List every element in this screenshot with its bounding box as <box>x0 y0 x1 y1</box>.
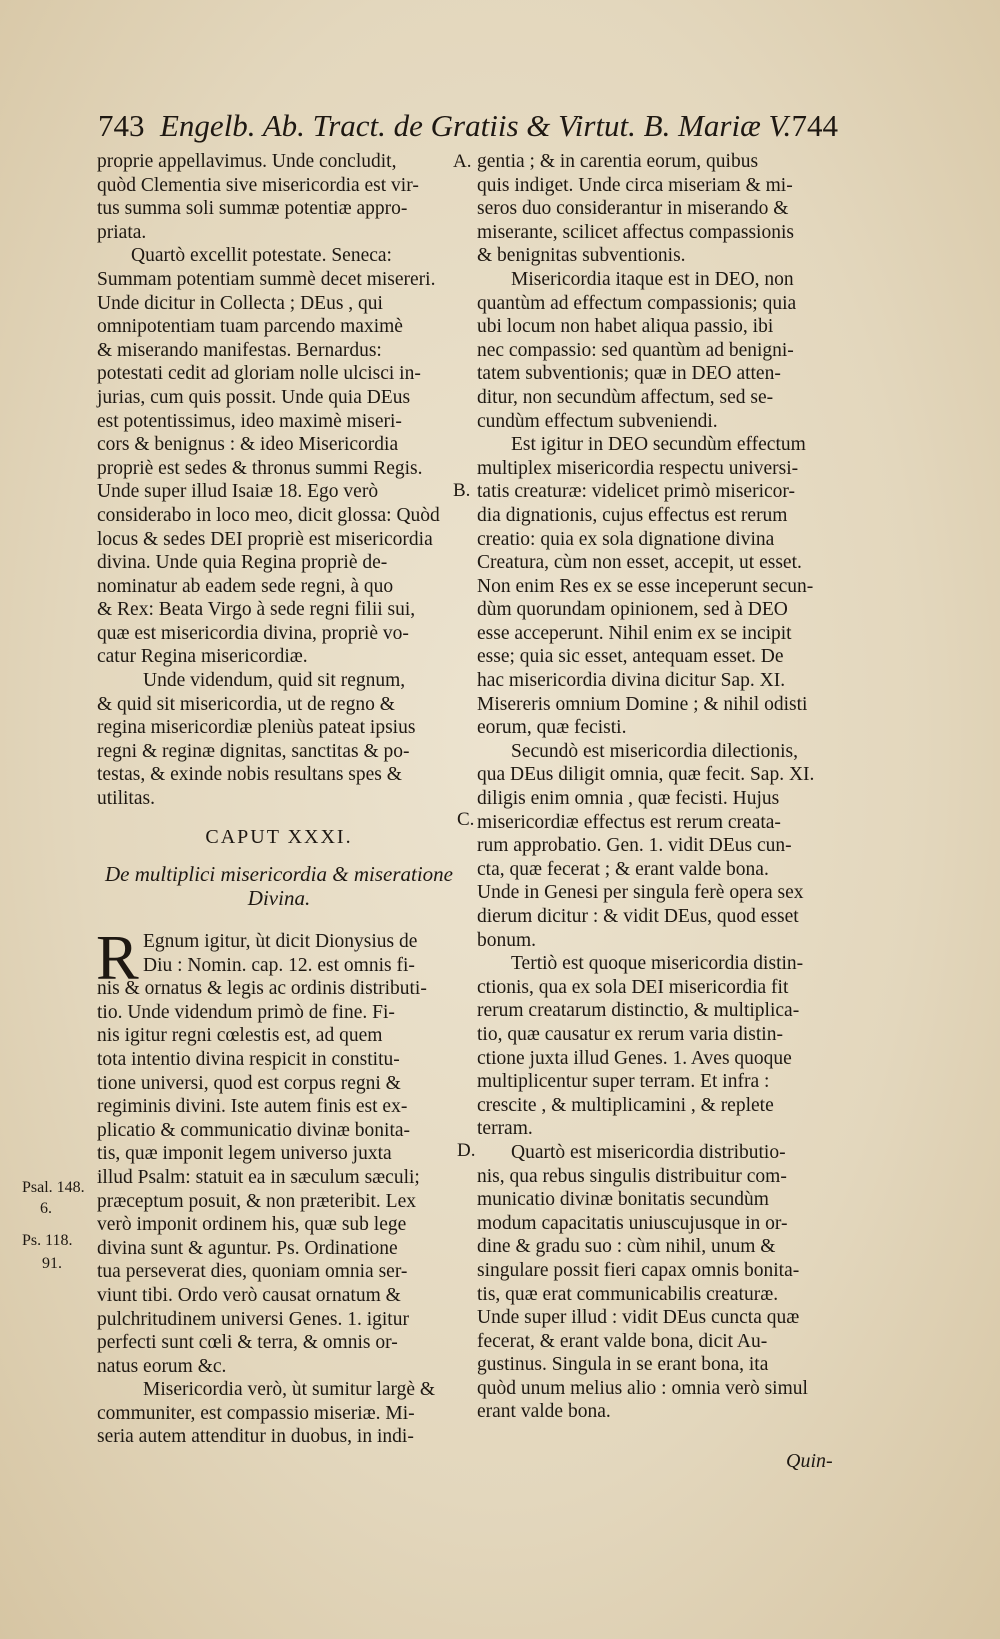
text-line: locus & sedes DEI propriè est misericordia <box>97 528 433 550</box>
text-line: Summam potentiam summè decet misereri. <box>97 268 436 290</box>
catchword: Quin- <box>786 1450 833 1472</box>
text-line: est potentissimus, ideo maximè miseri- <box>97 410 402 432</box>
chapter-subtitle <box>98 862 460 910</box>
text-line: tus summa soli summæ potentiæ appro- <box>97 198 408 220</box>
text-line: tio. Unde videndum primò de fine. Fi- <box>97 1001 395 1023</box>
margin-letter-a: A. <box>453 151 472 172</box>
text-line: pulchritudinem universi Genes. 1. igitur <box>97 1308 409 1330</box>
chapter-subtitle-line: Divina. <box>247 886 311 910</box>
text-line: seros duo considerantur in miserando & <box>477 198 789 220</box>
text-line: cors & benignus : & ideo Misericordia <box>97 434 399 456</box>
text-line: dine & gradu suo : cùm nihil, unum & <box>477 1236 776 1258</box>
text-line: testas, & exinde nobis resultans spes & <box>97 764 402 786</box>
text-line: ctionis, qua ex sola DEI misericordia fit <box>477 976 789 998</box>
text-line: gustinus. Singula in se erant bona, ita <box>477 1354 769 1376</box>
text-line: Unde videndum, quid sit regnum, <box>143 670 406 692</box>
text-line: rerum creatarum distinctio, & multiplica- <box>477 1000 800 1022</box>
text-line: bonum. <box>477 929 537 951</box>
text-line: & Rex: Beata Virgo à sede regni filii sui, <box>97 599 416 621</box>
text-line: Diu : Nomin. cap. 12. est omnis fi- <box>143 954 415 976</box>
text-line: omnipotentiam tuam parcendo maximè <box>97 316 403 338</box>
chapter-subtitle-line: De multiplici misericordia & miseratione <box>104 862 454 886</box>
text-line: Misericordia itaque est in DEO, non <box>511 268 794 290</box>
margin-letter-d: D. <box>457 1140 476 1161</box>
text-line: catur Regina misericordiæ. <box>97 646 308 668</box>
text-line: multiplex misericordia respectu universi- <box>477 457 799 479</box>
text-line: seria autem attenditur in duobus, in indi- <box>97 1426 414 1448</box>
text-line: tota intentio divina respicit in constitu- <box>97 1048 400 1070</box>
side-note: 91. <box>42 1255 62 1272</box>
text-line: divina sunt & aguntur. Ps. Ordinatione <box>97 1237 398 1259</box>
text-line: Unde super illud : vidit DEus cuncta quæ <box>477 1307 800 1329</box>
text-line: fecerat, & erant valde bona, dicit Au- <box>477 1330 768 1352</box>
text-line: tatem subventionis; quæ in DEO atten- <box>477 363 781 385</box>
text-line: multiplicentur super terram. Et infra : <box>477 1071 770 1093</box>
text-line: cta, quæ fecerat ; & erant valde bona. <box>477 858 769 880</box>
left-column-lower <box>97 930 459 1449</box>
text-line: tis, quæ erat communicabilis creaturæ. <box>477 1283 779 1305</box>
page-number-left: 743 <box>98 108 145 143</box>
text-line: nec compassio: sed quantùm ad benigni- <box>477 339 794 361</box>
left-column-upper <box>97 150 459 811</box>
text-line: illud Psalm: statuit ea in sæculum sæculi; <box>97 1166 420 1188</box>
text-line: plicatio & communicatio divinæ bonita- <box>97 1119 411 1141</box>
drop-capital: R <box>96 922 139 993</box>
text-line: nis, qua rebus singulis distribuitur com- <box>477 1165 787 1187</box>
text-line: terram. <box>477 1118 533 1140</box>
text-line: Est igitur in DEO secundùm effectum <box>511 434 806 456</box>
running-title: Engelb. Ab. Tract. de Gratiis & Virtut. B. Mariæ V. <box>160 108 792 143</box>
text-line: modum capacitatis uniuscujusque in or- <box>477 1212 788 1234</box>
text-line: hac misericordia divina dicitur Sap. XI. <box>477 670 786 692</box>
text-line: rum approbatio. Gen. 1. vidit DEus cun- <box>477 835 792 857</box>
text-line: nominatur ab eadem sede regni, à quo <box>97 575 394 597</box>
text-line: dierum dicitur : & vidit DEus, quod esset <box>477 906 799 927</box>
text-line: quòd Clementia sive misericordia est vir- <box>97 174 419 196</box>
text-line: creatio: quia ex sola dignatione divina <box>477 528 775 550</box>
text-line: esse; quia sic esset, antequam esset. De <box>477 646 784 668</box>
text-line: Unde in Genesi per singula ferè opera sex <box>477 882 804 904</box>
text-line: verò imponit ordinem his, quæ sub lege <box>97 1214 407 1236</box>
text-line: erant valde bona. <box>477 1401 611 1423</box>
text-line: jurias, cum quis possit. Unde quia DEus <box>97 386 411 408</box>
running-header <box>98 108 838 152</box>
text-line: & miserando manifestas. Bernardus: <box>97 339 382 361</box>
text-line: Unde super illud Isaiæ 18. Ego verò <box>97 481 379 503</box>
right-column <box>477 150 833 1424</box>
text-line: quantùm ad effectum compassionis; quia <box>477 292 797 314</box>
text-line: cundùm effectum subveniendi. <box>477 410 718 432</box>
text-line: misericordiæ effectus est rerum creata- <box>477 811 781 833</box>
text-line: divina. Unde quia Regina propriè de- <box>97 552 388 574</box>
text-line: eorum, quæ fecisti. <box>477 717 627 739</box>
text-line: tatis creaturæ: videlicet primò misericor- <box>477 481 795 503</box>
text-line: communiter, est compassio miseriæ. Mi- <box>97 1402 415 1424</box>
page-number-right: 744 <box>791 108 838 143</box>
text-line: crescite , & multiplicamini , & replete <box>477 1094 774 1116</box>
text-line: regni & reginæ dignitas, sanctitas & po- <box>97 740 410 762</box>
text-line: priata. <box>97 221 147 243</box>
text-line: Quartò est misericordia distributio- <box>511 1141 786 1163</box>
text-line: quòd unum melius alio : omnia verò simul <box>477 1377 808 1399</box>
text-line: propriè est sedes & thronus summi Regis. <box>97 457 423 479</box>
text-line: regiminis divini. Iste autem finis est ex- <box>97 1096 408 1118</box>
text-line: ditur, non secundùm affectum, sed se- <box>477 386 774 408</box>
text-line: utilitas. <box>97 788 155 810</box>
text-line: dùm quorundam opinionem, sed à DEO <box>477 599 788 621</box>
text-line: nis igitur regni cœlestis est, ad quem <box>97 1025 383 1047</box>
text-line: & benignitas subventionis. <box>477 245 686 267</box>
text-line: Misereris omnium Domine ; & nihil odisti <box>477 693 808 715</box>
text-line: tis, quæ imponit legem universo juxta <box>97 1143 392 1165</box>
text-line: viunt tibi. Ordo verò causat ornatum & <box>97 1284 401 1306</box>
text-line: Egnum igitur, ùt dicit Dionysius de <box>143 931 418 952</box>
text-line: proprie appellavimus. Unde concludit, <box>97 151 397 172</box>
text-line: ctione juxta illud Genes. 1. Aves quoque <box>477 1047 792 1069</box>
text-line: quis indiget. Unde circa miseriam & mi- <box>477 174 793 196</box>
text-line: ubi locum non habet aliqua passio, ibi <box>477 316 774 338</box>
text-line: gentia ; & in carentia eorum, quibus <box>477 151 759 172</box>
text-line: & quid sit misericordia, ut de regno & <box>97 693 395 715</box>
text-line: tio, quæ causatur ex rerum varia distin- <box>477 1023 783 1045</box>
text-line: perfecti sunt cœli & terra, & omnis or- <box>97 1332 398 1354</box>
text-line: considerabo in loco meo, dicit glossa: Quòd <box>97 504 440 526</box>
text-line: Non enim Res ex se esse inceperunt secun- <box>477 575 814 597</box>
text-line: Creatura, cùm non esset, accepit, ut esset. <box>477 552 802 574</box>
text-line: Quartò excellit potestate. Seneca: <box>131 245 392 267</box>
margin-letter-c: C. <box>457 809 475 830</box>
side-note: 6. <box>40 1200 52 1217</box>
text-line: diligis enim omnia , quæ fecisti. Hujus <box>477 788 780 810</box>
text-line: præceptum posuit, & non præteribit. Lex <box>97 1190 416 1212</box>
text-line: regina misericordiæ pleniùs pateat ipsius <box>97 717 416 739</box>
text-line: Unde dicitur in Collecta ; DEus , qui <box>97 292 383 314</box>
text-line: miserante, scilicet affectus compassionis <box>477 221 794 243</box>
text-line: esse acceperunt. Nihil enim ex se incipit <box>477 622 792 644</box>
text-line: nis & ornatus & legis ac ordinis distributi- <box>97 978 427 1000</box>
text-line: tione universi, quod est corpus regni & <box>97 1072 401 1094</box>
text-line: Tertiò est quoque misericordia distin- <box>511 953 804 975</box>
margin-letter-b: B. <box>453 480 471 501</box>
text-line: municatio divinæ bonitatis secundùm <box>477 1189 769 1211</box>
chapter-heading: CAPUT XXXI. <box>205 826 353 848</box>
side-note: Ps. 118. <box>22 1232 73 1249</box>
text-line: natus eorum &c. <box>97 1355 227 1377</box>
text-line: dia dignationis, cujus effectus est rerum <box>477 504 788 526</box>
text-line: singulare possit fieri capax omnis bonita- <box>477 1259 800 1281</box>
text-line: potestati cedit ad gloriam nolle ulcisci in- <box>97 363 421 385</box>
text-line: qua DEus diligit omnia, quæ fecit. Sap. XI. <box>477 764 815 786</box>
text-line: Misericordia verò, ùt sumitur largè & <box>143 1379 436 1401</box>
text-line: quæ est misericordia divina, propriè vo- <box>97 622 409 644</box>
text-line: tua perseverat dies, quoniam omnia ser- <box>97 1261 408 1283</box>
text-line: Secundò est misericordia dilectionis, <box>511 740 799 762</box>
side-note: Psal. 148. <box>22 1179 85 1196</box>
